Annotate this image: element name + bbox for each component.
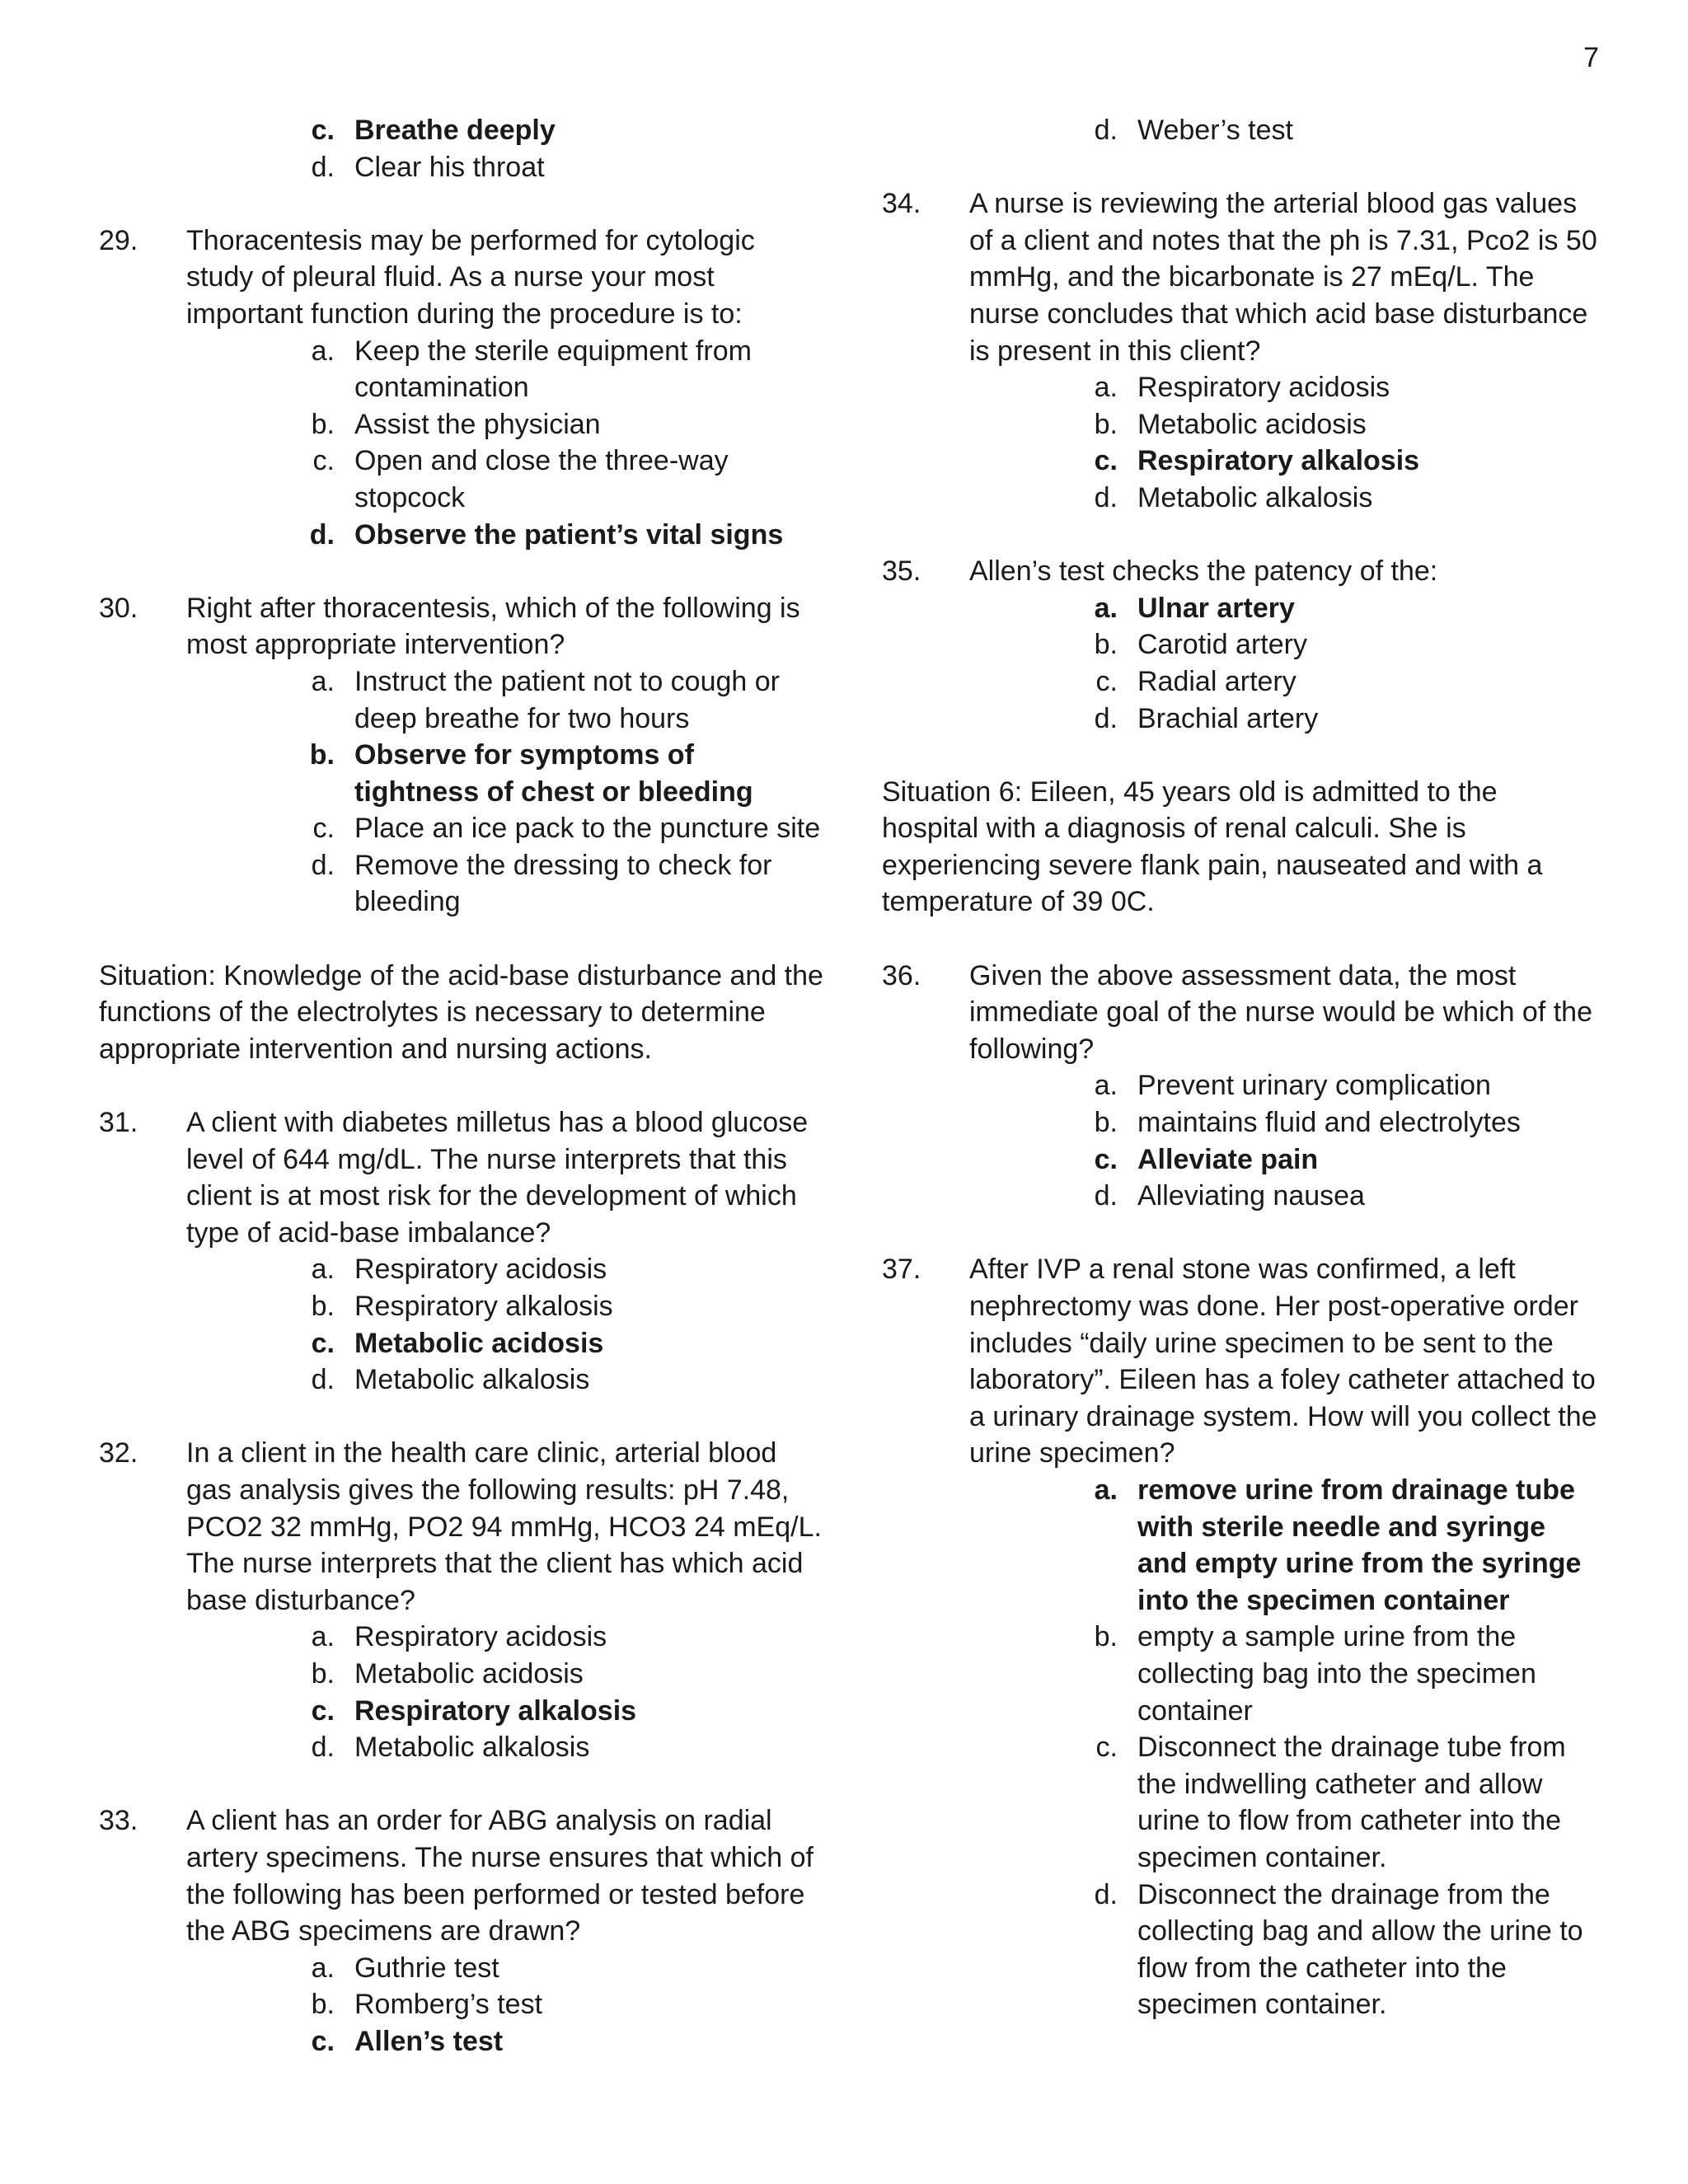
answer-option-correct: [1068, 1141, 1599, 1179]
option-text: empty a sample urine from the collecting bag into the specimen container: [1137, 1621, 1536, 1727]
question-body: [969, 185, 1599, 369]
option-text: Metabolic alkalosis: [354, 1364, 590, 1396]
question-number: [99, 1802, 186, 1949]
option-letter: [285, 406, 335, 443]
option-text: Metabolic acidosis: [1137, 408, 1367, 440]
option-list: [99, 1950, 824, 2060]
question-number-text: 36.: [882, 959, 921, 991]
question-stem: Thoracentesis may be performed for cytologic study of pleural fluid. As a nurse your most important function during the procedure is to:: [186, 224, 755, 330]
option-letter: [285, 1251, 335, 1288]
answer-option: [1068, 626, 1599, 663]
spacer: [99, 921, 824, 958]
option-text: Metabolic acidosis: [354, 1327, 604, 1359]
question-body: [969, 1251, 1599, 1472]
option-letter: [1068, 480, 1118, 517]
option-list: [882, 1472, 1599, 2023]
option-letter: [285, 663, 335, 737]
option-letter-text: d.: [1094, 481, 1118, 513]
option-letter-text: b.: [1094, 629, 1118, 661]
question-number-text: 35.: [882, 555, 921, 588]
right-column: [882, 112, 1599, 2060]
question-number-text: 37.: [882, 1254, 921, 1286]
option-text: Romberg’s test: [354, 1989, 543, 2021]
option-letter-text: a.: [311, 1254, 335, 1286]
question-number-text: 29.: [99, 224, 138, 256]
option-letter-text: a.: [311, 1621, 335, 1653]
answer-option: [1068, 369, 1599, 406]
option-letter: [1068, 1729, 1118, 1876]
option-letter-text: c.: [312, 813, 335, 845]
option-text: Respiratory alkalosis: [354, 1291, 613, 1322]
answer-option: [1068, 480, 1599, 517]
option-list: [99, 663, 824, 921]
option-letter-text: b.: [1094, 1107, 1118, 1139]
option-letter-text: d.: [311, 1732, 335, 1764]
option-text: Carotid artery: [1137, 629, 1307, 661]
option-letter-text: a.: [1094, 592, 1118, 624]
option-text: Brachial artery: [1137, 702, 1319, 734]
option-letter-text: c.: [311, 1327, 335, 1359]
question-number: [882, 1251, 969, 1472]
answer-option: [285, 847, 824, 921]
spacer: [882, 737, 1599, 774]
answer-option-correct: [285, 2023, 824, 2060]
option-letter: [285, 1656, 335, 1693]
question-item: [99, 590, 824, 663]
question-body: [186, 1802, 824, 1949]
option-letter: [1068, 1141, 1118, 1179]
question-number: [99, 1104, 186, 1251]
option-letter: [1068, 1472, 1118, 1619]
situation-text: Situation 6: Eileen, 45 years old is admitted to the hospital with a diagnosis of renal calculi. She is experiencing severe flank pain, nauseated and with a temperature of 39 0C.: [882, 776, 1543, 918]
option-letter-text: b.: [1094, 1621, 1118, 1653]
option-letter: [1068, 1619, 1118, 1729]
question-item: [882, 553, 1599, 590]
question-item: [99, 223, 824, 333]
option-letter: [285, 1986, 335, 2023]
option-letter-text: b.: [1094, 408, 1118, 440]
answer-option: [285, 1729, 824, 1766]
question-stem: A client with diabetes milletus has a blood glucose level of 644 mg/dL. The nurse interprets that this client is at most risk for the development of which type of acid-base imbalance?: [186, 1107, 809, 1249]
spacer: [882, 1215, 1599, 1252]
option-letter: [285, 443, 335, 516]
option-text: Disconnect the drainage tube from the indwelling catheter and allow urine to flow from catheter into the specimen container.: [1137, 1732, 1566, 1873]
question-item: [882, 958, 1599, 1068]
option-text: Metabolic acidosis: [354, 1657, 584, 1690]
question-number-text: 33.: [99, 1805, 138, 1837]
option-letter-text: b.: [311, 1989, 335, 2021]
option-letter-text: d.: [1094, 702, 1118, 734]
option-letter: [285, 1693, 335, 1730]
option-text: Breathe deeply: [354, 115, 556, 146]
answer-option: [285, 1986, 824, 2023]
option-letter: [285, 333, 335, 406]
question-stem: In a client in the health care clinic, arterial blood gas analysis gives the following results: pH 7.48, PCO2 32 mmHg, PO2 94 mmHg, HCO3 24 mEq/L. The nurse interprets that the client has which acid base disturbance?: [186, 1437, 822, 1616]
option-text: Respiratory acidosis: [1137, 372, 1390, 404]
option-text: Instruct the patient not to cough or deep breathe for two hours: [354, 665, 780, 734]
option-letter-text: a.: [311, 1952, 335, 1984]
answer-option: [285, 406, 824, 443]
option-list: [99, 333, 824, 554]
option-letter-text: a.: [1094, 1070, 1118, 1102]
question-number-text: 31.: [99, 1107, 138, 1139]
option-letter-text: c.: [1095, 665, 1118, 697]
answer-option: [1068, 406, 1599, 443]
answer-option: [1068, 1178, 1599, 1215]
question-item: [882, 1251, 1599, 1472]
question-body: [186, 590, 824, 663]
question-item: [99, 1435, 824, 1619]
spacer: [99, 1399, 824, 1436]
option-letter: [285, 1619, 335, 1656]
option-letter: [285, 112, 335, 149]
spacer: [882, 517, 1599, 554]
answer-option-correct: [1068, 590, 1599, 627]
option-text: Alleviate pain: [1137, 1143, 1319, 1175]
option-letter-text: c.: [311, 1694, 335, 1727]
answer-option: [285, 1619, 824, 1656]
answer-option: [285, 810, 824, 847]
option-letter: [285, 1288, 335, 1325]
answer-option: [285, 1361, 824, 1399]
answer-option: [1068, 1104, 1599, 1141]
question-stem: Allen’s test checks the patency of the:: [969, 555, 1438, 588]
option-list: [882, 590, 1599, 737]
option-letter: [285, 2023, 335, 2060]
option-letter: [1068, 369, 1118, 406]
question-body: [186, 1435, 824, 1619]
question-number: [882, 185, 969, 369]
option-text: Respiratory acidosis: [354, 1254, 607, 1286]
option-letter-text: c.: [1094, 445, 1118, 477]
option-text: Ulnar artery: [1137, 592, 1295, 624]
option-list: [99, 1251, 824, 1398]
question-number-text: 32.: [99, 1437, 138, 1469]
option-letter-text: a.: [1094, 1474, 1118, 1506]
option-text: Place an ice pack to the puncture site: [354, 813, 821, 845]
option-letter: [1068, 663, 1118, 701]
answer-option: [285, 1288, 824, 1325]
question-stem: Right after thoracentesis, which of the following is most appropriate intervention?: [186, 592, 800, 661]
option-text: Weber’s test: [1137, 115, 1293, 146]
answer-option: [285, 1251, 824, 1288]
question-stem: After IVP a renal stone was confirmed, a left nephrectomy was done. Her post-operative order includes “daily urine specimen to be sent to the laboratory”. Eileen has a foley catheter attached to a urinary drainage system. How will you collect the urine specimen?: [969, 1254, 1597, 1469]
question-body: [969, 958, 1599, 1068]
option-list: [99, 112, 824, 185]
option-letter-text: a.: [1094, 372, 1118, 404]
spacer: [99, 553, 824, 590]
answer-option: [1068, 1619, 1599, 1729]
option-letter-text: b.: [309, 739, 335, 771]
option-text: maintains fluid and electrolytes: [1137, 1107, 1521, 1139]
option-letter-text: d.: [1094, 1180, 1118, 1212]
question-stem: A nurse is reviewing the arterial blood gas values of a client and notes that the ph is 7.31, Pco2 is 50 mmHg, and the bicarbonate is 27 mEq/L. The nurse concludes that which acid base disturbance is present in this client?: [969, 188, 1597, 367]
question-stem: Given the above assessment data, the most immediate goal of the nurse would be which of the following?: [969, 959, 1593, 1065]
option-letter-text: d.: [311, 849, 335, 881]
question-number-text: 34.: [882, 188, 921, 220]
question-number: [882, 553, 969, 590]
answer-option-correct: [285, 1325, 824, 1362]
option-letter: [1068, 590, 1118, 627]
answer-option-correct: [285, 1693, 824, 1730]
option-letter-text: d.: [1094, 115, 1118, 146]
answer-option-correct: [285, 737, 824, 810]
question-number: [99, 590, 186, 663]
option-letter: [1068, 406, 1118, 443]
spacer: [882, 149, 1599, 186]
option-letter-text: c.: [1095, 1732, 1118, 1764]
option-text: Alleviating nausea: [1137, 1180, 1365, 1212]
spacer: [99, 2060, 824, 2097]
answer-option: [1068, 1067, 1599, 1104]
option-letter: [1068, 443, 1118, 480]
question-body: [969, 553, 1599, 590]
option-text: Clear his throat: [354, 151, 545, 183]
option-text: Guthrie test: [354, 1952, 499, 1984]
option-letter: [1068, 701, 1118, 738]
question-body: [186, 223, 824, 333]
option-text: Prevent urinary complication: [1137, 1070, 1491, 1102]
question-number: [882, 958, 969, 1068]
option-letter: [1068, 626, 1118, 663]
answer-option: [1068, 1877, 1599, 2023]
option-letter: [285, 149, 335, 186]
option-text: remove urine from drainage tube with sterile needle and syringe and empty urine from the syringe into the specimen container: [1137, 1474, 1582, 1616]
left-column: [99, 112, 824, 2097]
answer-option: [1068, 701, 1599, 738]
option-list: [882, 112, 1599, 149]
option-letter: [1068, 1877, 1118, 2023]
option-letter-text: d.: [309, 518, 335, 551]
question-stem: A client has an order for ABG analysis on radial artery specimens. The nurse ensures that which of the following has been performed or tested before the ABG specimens are drawn?: [186, 1805, 814, 1947]
option-letter-text: d.: [1094, 1878, 1118, 1910]
question-item: [99, 1104, 824, 1251]
option-letter: [285, 517, 335, 554]
option-letter: [285, 1325, 335, 1362]
option-text: Allen’s test: [354, 2025, 504, 2057]
option-text: Remove the dressing to check for bleeding: [354, 849, 772, 918]
answer-option: [285, 149, 824, 186]
question-item: [99, 1802, 824, 1949]
option-letter: [1068, 112, 1118, 149]
question-body: [186, 1104, 824, 1251]
option-letter: [285, 1729, 335, 1766]
option-letter: [285, 737, 335, 810]
option-letter-text: a.: [311, 335, 335, 367]
option-letter: [1068, 1178, 1118, 1215]
option-letter-text: c.: [312, 445, 335, 477]
option-text: Respiratory alkalosis: [354, 1694, 637, 1727]
option-letter: [1068, 1067, 1118, 1104]
option-letter-text: c.: [311, 2025, 335, 2057]
option-text: Disconnect the drainage from the collecting bag and allow the urine to flow from the catheter into the specimen container.: [1137, 1878, 1583, 2021]
spacer: [99, 185, 824, 223]
question-number-text: 30.: [99, 592, 138, 624]
option-letter-text: b.: [311, 1657, 335, 1690]
option-letter-text: a.: [311, 665, 335, 697]
option-letter: [285, 847, 335, 921]
option-list: [882, 369, 1599, 516]
spacer: [99, 1766, 824, 1803]
answer-option: [1068, 112, 1599, 149]
option-text: Respiratory acidosis: [354, 1621, 607, 1653]
option-letter-text: b.: [311, 408, 335, 440]
answer-option-correct: [285, 112, 824, 149]
option-list: [882, 1067, 1599, 1214]
answer-option: [285, 333, 824, 406]
option-letter-text: d.: [311, 1364, 335, 1396]
option-letter-text: c.: [311, 115, 335, 146]
option-letter-text: b.: [311, 1291, 335, 1322]
option-letter: [285, 810, 335, 847]
situation-text: Situation: Knowledge of the acid-base disturbance and the functions of the electrolytes is necessary to determine appropriate intervention and nursing actions.: [99, 959, 823, 1065]
option-text: Observe the patient’s vital signs: [354, 518, 784, 551]
spacer: [882, 2023, 1599, 2060]
question-number: [99, 1435, 186, 1619]
option-text: Observe for symptoms of tightness of chest or bleeding: [354, 739, 753, 808]
option-letter: [1068, 1104, 1118, 1141]
option-letter-text: d.: [311, 151, 335, 183]
option-letter-text: c.: [1094, 1143, 1118, 1175]
option-text: Respiratory alkalosis: [1137, 445, 1420, 477]
answer-option: [1068, 663, 1599, 701]
answer-option: [1068, 1729, 1599, 1876]
answer-option: [285, 1950, 824, 1987]
option-text: Radial artery: [1137, 665, 1296, 697]
answer-option-correct: [285, 517, 824, 554]
option-text: Open and close the three-way stopcock: [354, 445, 729, 513]
option-text: Metabolic alkalosis: [354, 1732, 590, 1764]
answer-option-correct: [1068, 443, 1599, 480]
option-letter: [285, 1950, 335, 1987]
option-letter: [285, 1361, 335, 1399]
option-text: Keep the sterile equipment from contamination: [354, 335, 752, 404]
question-item: [882, 185, 1599, 369]
answer-option: [285, 663, 824, 737]
question-number: [99, 223, 186, 333]
option-text: Metabolic alkalosis: [1137, 481, 1373, 513]
option-text: Assist the physician: [354, 408, 601, 440]
answer-option: [285, 443, 824, 516]
answer-option: [285, 1656, 824, 1693]
option-list: [99, 1619, 824, 1765]
answer-option-correct: [1068, 1472, 1599, 1619]
page-number: 7: [1583, 42, 1599, 73]
